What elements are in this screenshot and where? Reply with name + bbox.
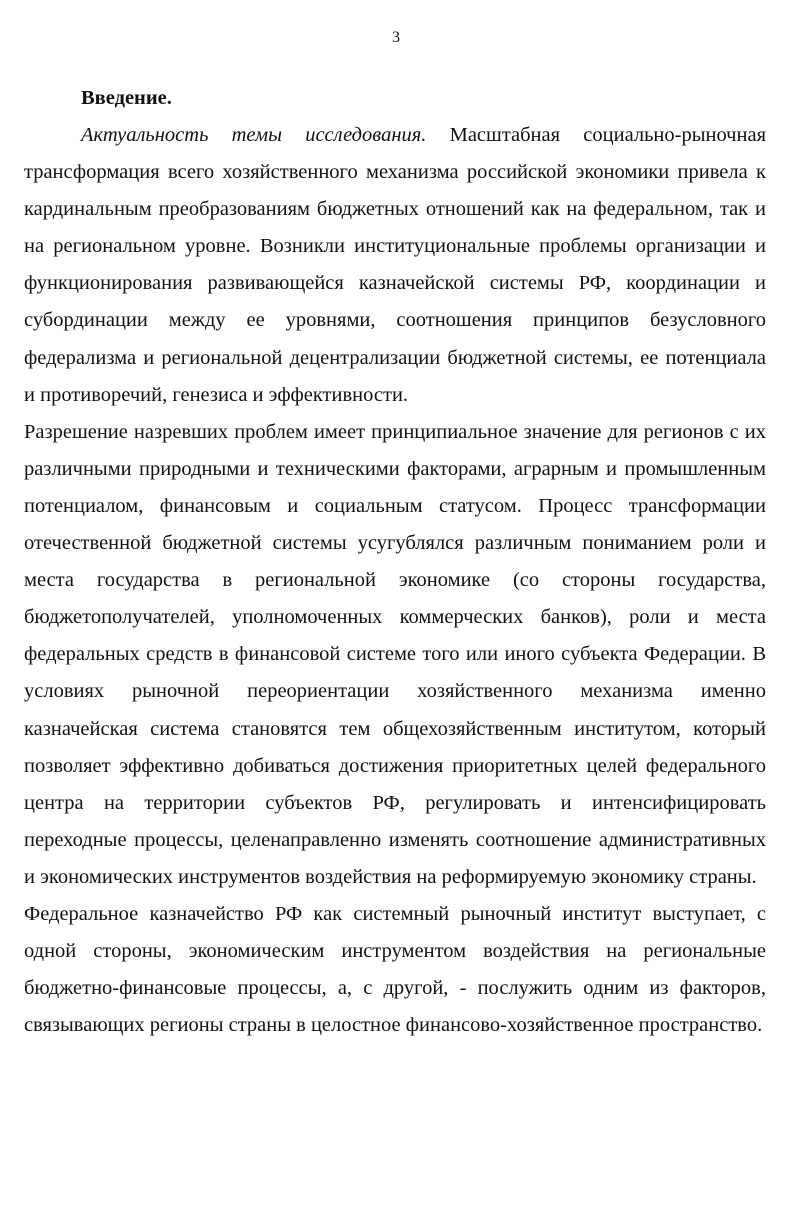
body-paragraph-2: Федеральное казначейство РФ как системный рыночный институт выступает, с одной стороны, экономическим инструментом воздействия на региональные бюджетно-финансовые процессы, а, с другой, - послужить одним из факторов, связывающих регионы страны в целостное финансово-хозяйственное пространство. [24, 902, 766, 1037]
document-body [24, 80, 766, 1044]
body-paragraph-1: Разрешение назревших проблем имеет принципиальное значение для регионов с их различными природными и техническими факторами, аграрным и промышленным потенциалом, финансовым и социальным статусом. Процесс трансформации отечественной бюджетной системы усугублялся различным пониманием роли и места государства в региональной экономике (со стороны государства, бюджетополучателей, уполномоченных коммерческих банков), роли и места федеральных средств в финансовой системе того или иного субъекта Федерации. В условиях рыночной переориентации хозяйственного механизма именно казначейская система становятся тем общехозяйственным институтом, который позволяет эффективно добиваться достижения приоритетных целей федерального центра на территории субъектов РФ, регулировать и интенсифицировать переходные процессы, целенаправленно изменять соотношение административных и экономических инструментов воздействия на реформируемую экономику страны. [24, 420, 766, 888]
intro-paragraph-text: Масштабная социально-рыночная трансформация всего хозяйственного механизма российской экономики привела к кардинальным преобразованиям бюджетных отношений как на федеральном, так и на региональном уровне. Возникли институциональные проблемы организации и функционирования развивающейся казначейской системы РФ, координации и субординации между ее уровнями, соотношения принципов безусловного федерализма и региональной децентрализации бюджетной системы, ее потенциала и противоречий, генезиса и эффективности. [24, 124, 766, 406]
page-number: 3 [392, 29, 400, 46]
intro-lead-phrase: Актуальность темы исследования. [81, 124, 427, 146]
intro-paragraph [24, 117, 766, 414]
section-heading: Введение. [81, 87, 172, 109]
